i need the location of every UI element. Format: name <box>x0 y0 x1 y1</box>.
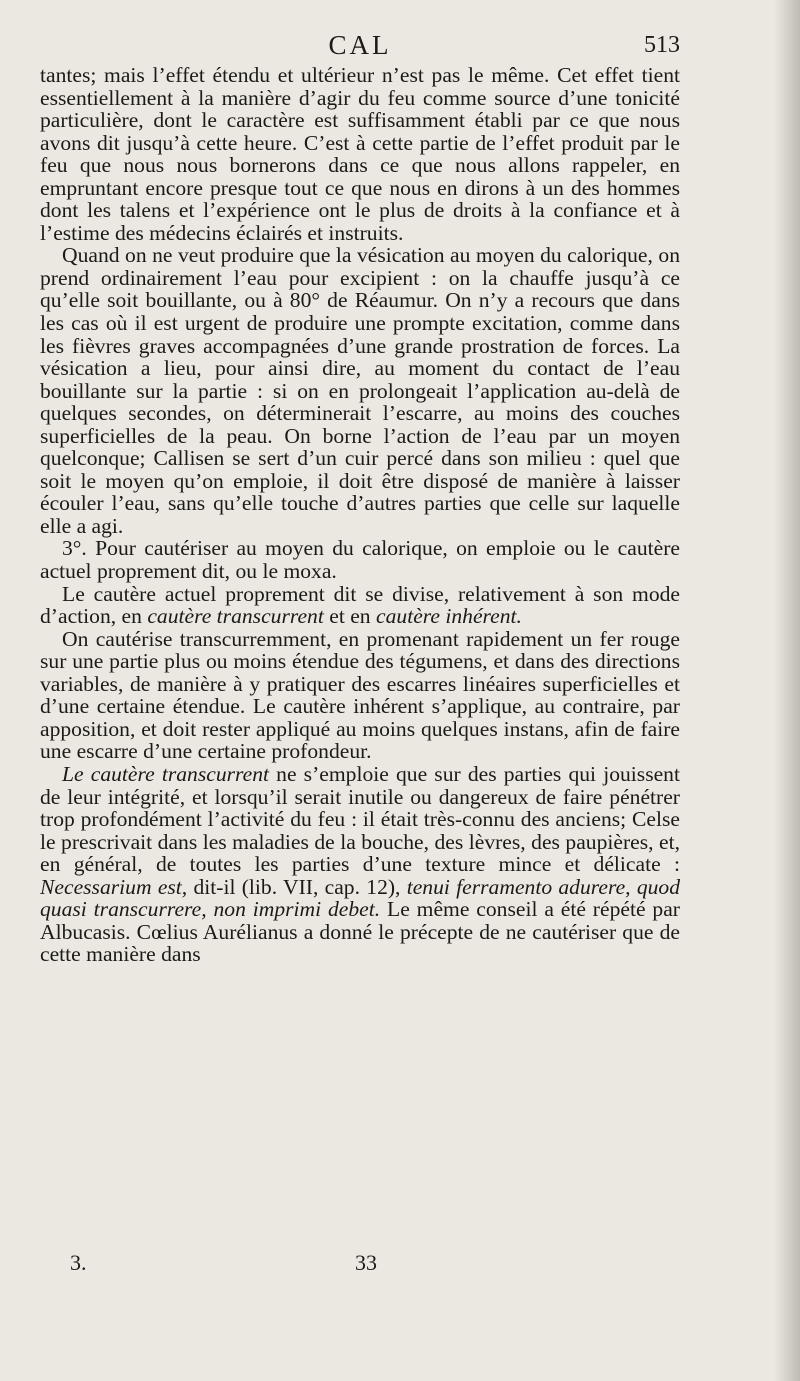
signature-mark: 3. <box>70 1250 87 1275</box>
italic-run: cautère inhérent. <box>376 604 522 629</box>
paragraph <box>40 583 680 628</box>
paragraph <box>40 763 680 966</box>
paragraph <box>40 244 680 537</box>
running-head: CAL <box>328 30 392 60</box>
text-run: On cautérise transcurremment, en promenant rapidement un fer rouge sur une partie plus ou moins étendue des tégumens, et dans des directions variables, de manière à y pratiquer des escarres linéaires superficielles et d’une certaine étendue. Le cautère inhérent s’applique, au contraire, par apposition, et doit rester appliqué au moins quelques instans, afin de faire une escarre d’une certaine profondeur. <box>40 626 680 764</box>
text-run: ne s’emploie que sur des parties qui jouissent de leur intégrité, et lorsqu’il serait inutile ou dangereux de faire pénétrer trop profondément l’activité du feu : il était très-connu des anciens; Celse le prescrivait dans les maladies de la bouche, des lèvres, des paupières, et, en général, de toutes les parties d’une texture mince et délicate : <box>40 761 680 877</box>
italic-run: tenui ferramento adurere, quod quasi transcurrere, non imprimi debet. <box>40 874 681 922</box>
text-run: Le cautère actuel proprement dit se divise, relativement à son mode d’action, en <box>40 581 680 629</box>
italic-run: Necessarium est, <box>40 874 188 899</box>
text-run: 3°. Pour cautériser au moyen du calorique, on emploie ou le cautère actuel proprement dit, ou le moxa. <box>40 536 680 584</box>
italic-run: cautère transcurrent <box>147 604 324 629</box>
text-run: dit-il (lib. VII, cap. 12), <box>187 874 407 899</box>
paragraph <box>40 64 680 244</box>
page-number: 513 <box>644 32 680 58</box>
page-header <box>40 30 680 64</box>
italic-run: Le cautère transcurrent <box>62 761 269 786</box>
text-run: Quand on ne veut produire que la vésication au moyen du calorique, on prend ordinairement l’eau pour excipient : on la chauffe jusqu’à ce qu’elle soit bouillante, ou à 80° de Réaumur. On n’y a recours que dans les cas où il est urgent de produire une prompte excitation, comme dans les fièvres graves accompagnées d’une grande prostration de forces. La vésication a lieu, pour ainsi dire, au moment du contact de l’eau bouillante sur la partie : si on en prolongeait l’application au-delà de quelques secondes, on déterminerait l’escarre, au moins des couches superficielles de la peau. On borne l’action de l’eau par un moyen quelconque; Callisen se sert d’un cuir percé dans son milieu : quel que soit le moyen qu’on emploie, il doit être disposé de manière à laisser écouler l’eau, sans qu’elle touche d’autres parties que celle sur laquelle elle a agi. <box>40 243 680 538</box>
paragraph <box>40 537 680 582</box>
text-run: Le même conseil a été répété par Albucasis. Cœlius Aurélianus a donné le précepte de ne cautériser que de cette manière dans <box>40 897 680 967</box>
sheet-number: 33 <box>355 1250 377 1275</box>
body-text <box>40 64 680 966</box>
paragraph <box>40 628 680 763</box>
text-run: tantes; mais l’effet étendu et ultérieur n’est pas le même. Cet effet tient essentiellement à la manière d’agir du feu comme source d’une tonicité particulière, dont le caractère est suffisamment établi par ce que nous avons dit jusqu’à cette heure. C’est à cette partie de l’effet produit par le feu que nous nous bornerons dans ce que nous allons rappeler, en empruntant encore presque tout ce que nous en dirons à un des hommes dont les talens et l’expérience ont le plus de droits à la confiance et à l’estime des médecins éclairés et instruits. <box>40 63 680 245</box>
page-footer <box>40 1250 680 1278</box>
text-run: et en <box>323 604 377 629</box>
